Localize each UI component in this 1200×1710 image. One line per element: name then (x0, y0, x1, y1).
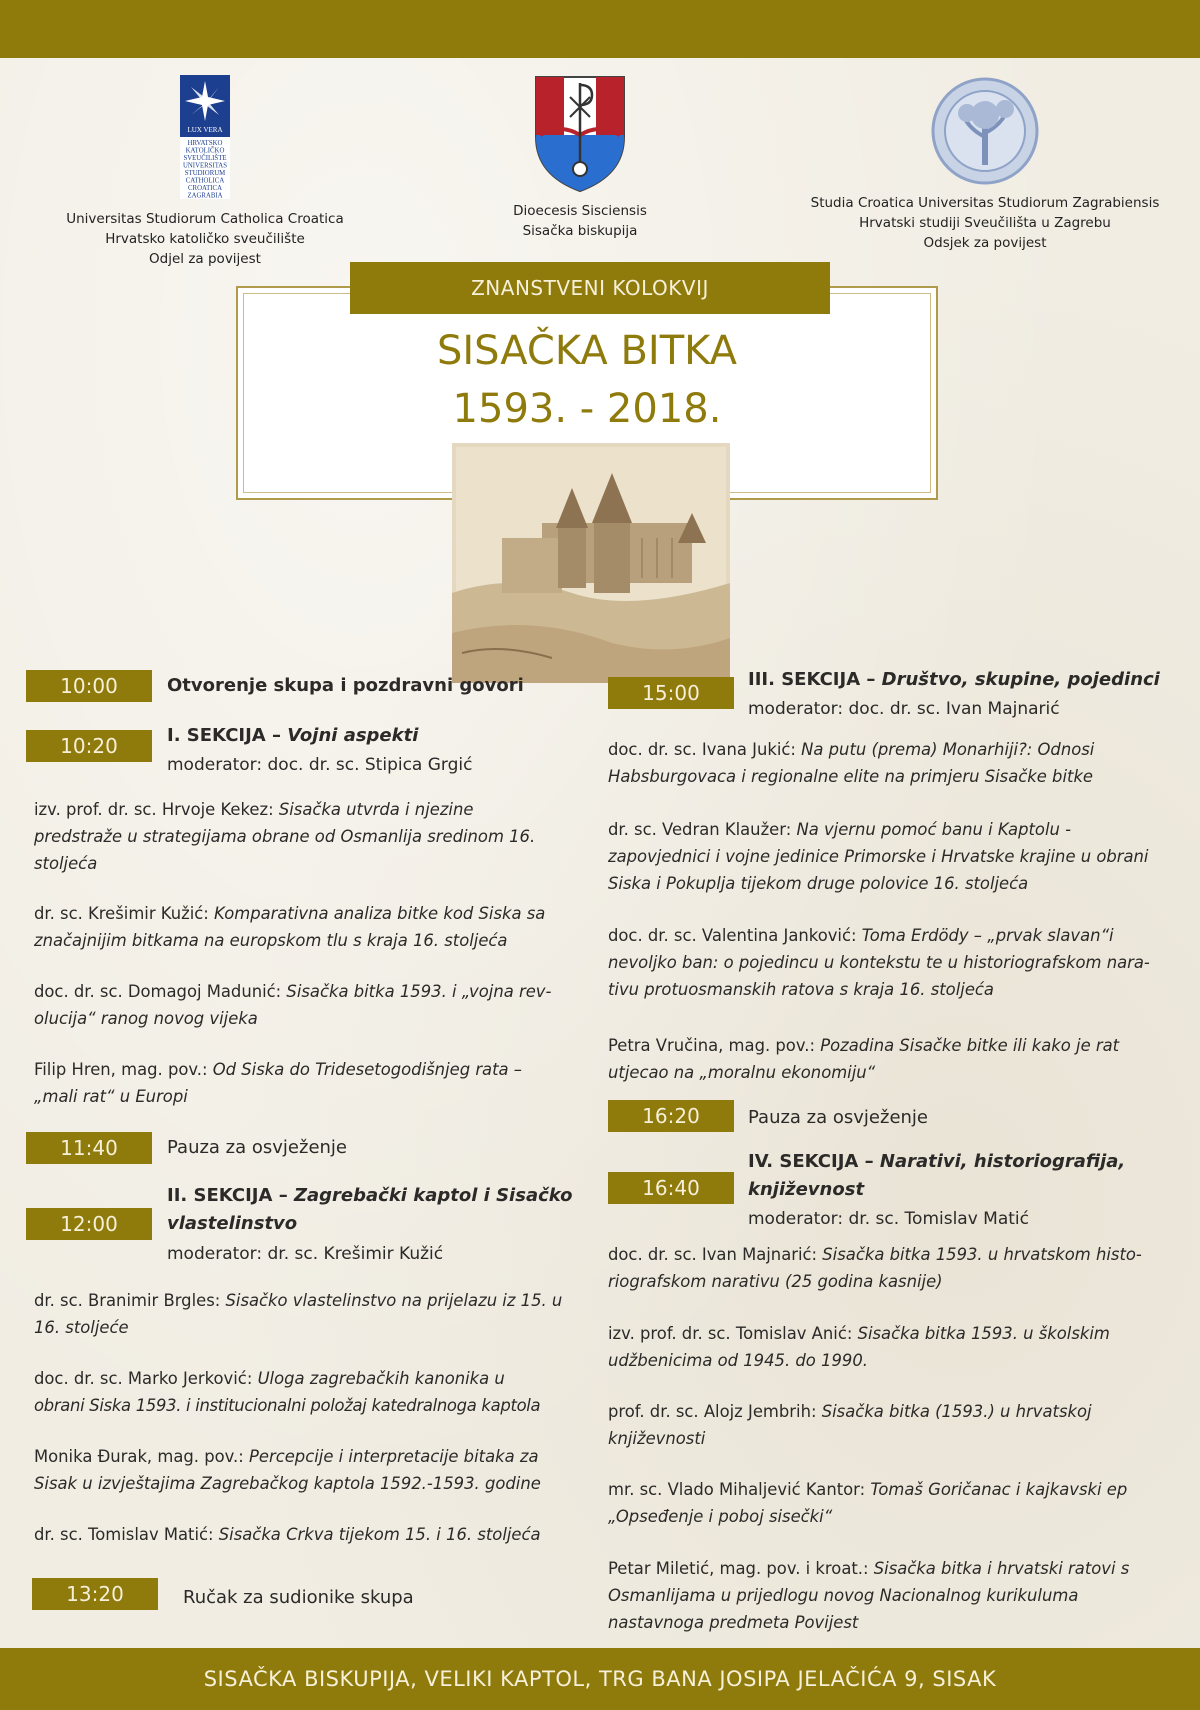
talk-3-3 (608, 922, 1193, 1003)
talk-1-3 (34, 978, 604, 1032)
section-1-moderator: moderator: doc. dr. sc. Stipica Grgić (167, 755, 473, 775)
talk-4-1-line-2: riografskom narativu (25 godina kasnije) (608, 1272, 943, 1291)
talk-1-4-line-2: „mali rat“ u Europi (34, 1087, 188, 1106)
talk-4-3-line-2: književnosti (608, 1429, 706, 1448)
talk-1-3-line-2: olucija“ ranog novog vijeka (34, 1009, 258, 1028)
time-section-3: 15:00 (608, 677, 734, 709)
emblem-caption-5: CATHOLICA (185, 177, 225, 185)
section-3-title (748, 666, 1160, 694)
talk-4-5 (608, 1555, 1193, 1636)
footer-bar (0, 1648, 1200, 1710)
talk-2-2-line-1: Uloga zagrebačkih kanonika u (257, 1369, 505, 1388)
section-2-label: II. SEKCIJA – (167, 1185, 294, 1206)
talk-1-4 (34, 1056, 604, 1110)
section-3-moderator: moderator: doc. dr. sc. Ivan Majnarić (748, 699, 1060, 719)
logo-left (60, 75, 350, 269)
talk-1-3-author: doc. dr. sc. Domagoj Madunić: (34, 982, 287, 1001)
talk-3-1 (608, 736, 1193, 790)
talk-4-4 (608, 1476, 1193, 1530)
tree-seal-icon (929, 75, 1041, 187)
talk-2-3 (34, 1443, 609, 1497)
section-2-subtitle-2: vlastelinstvo (167, 1213, 298, 1234)
talk-4-2-line-1: Sisačka bitka 1593. u školskim (857, 1324, 1110, 1343)
lux-vera-star-icon (180, 75, 230, 199)
talk-4-5-line-1: Sisačka bitka i hrvatski ratovi s (873, 1559, 1130, 1578)
logo-right-line-1: Studia Croatica Universitas Studiorum Zagrabiensis (810, 195, 1160, 211)
section-2-subtitle: Zagrebački kaptol i Sisačko (293, 1185, 573, 1206)
logo-left-line-1: Universitas Studiorum Catholica Croatica (66, 211, 344, 227)
section-2-title (167, 1182, 607, 1238)
talk-4-4-author: mr. sc. Vlado Mihaljević Kantor: (608, 1480, 871, 1499)
talk-1-2-author: dr. sc. Krešimir Kužić: (34, 904, 215, 923)
lunch-text: Ručak za sudionike skupa (183, 1587, 414, 1608)
logo-left-line-2: Hrvatsko katoličko sveučilište (105, 231, 305, 247)
time-section-1: 10:20 (26, 730, 152, 762)
section-4-subtitle: Narativi, historiografija, (879, 1151, 1126, 1172)
emblem-caption-2: SVEUČILIŠTE (183, 155, 227, 162)
section-3-label: III. SEKCIJA – (748, 669, 882, 690)
talk-4-5-line-2: Osmanlijama u prijedlogu novog Nacionalnog kurikuluma (608, 1586, 1079, 1605)
talk-2-4 (34, 1521, 609, 1548)
time-break-2: 16:20 (608, 1100, 734, 1132)
emblem-caption-7: ZAGRABIA (187, 192, 223, 199)
footer-address: SISAČKA BISKUPIJA, VELIKI KAPTOL, TRG BANA JOSIPA JELAČIĆA 9, SISAK (203, 1667, 997, 1691)
top-bar (0, 0, 1200, 58)
talk-2-3-line-2: Sisak u izvještajima Zagrebačkog kaptola 1592.-1593. godine (34, 1474, 541, 1493)
break-2-text: Pauza za osvježenje (748, 1107, 929, 1128)
break-1-text: Pauza za osvježenje (167, 1137, 348, 1158)
talk-4-4-line-2: „Opseđenje i poboj sisečki“ (608, 1507, 833, 1526)
talk-4-5-author: Petar Miletić, mag. pov. i kroat.: (608, 1559, 874, 1578)
talk-1-1-line-2: predstraže u strategijama obrane od Osmanlija sredinom 16. (34, 827, 536, 846)
talk-4-3-line-1: Sisačka bitka (1593.) u hrvatskoj (821, 1402, 1092, 1421)
emblem-caption-1: KATOLIČKO (185, 147, 225, 155)
talk-3-4-line-1: Pozadina Sisačke bitke ili kako je rat (820, 1036, 1120, 1055)
event-type-label: ZNANSTVENI KOLOKVIJ (350, 262, 830, 314)
section-4-moderator: moderator: dr. sc. Tomislav Matić (748, 1209, 1030, 1229)
logo-right (795, 75, 1175, 253)
talk-1-4-line-1: Od Siska do Tridesetogodišnjeg rata – (212, 1060, 522, 1079)
talk-2-4-author: dr. sc. Tomislav Matić: (34, 1525, 219, 1544)
talk-1-2 (34, 900, 604, 954)
talk-4-2-line-2: udžbenicima od 1945. do 1990. (608, 1351, 868, 1370)
talk-1-4-author: Filip Hren, mag. pov.: (34, 1060, 213, 1079)
section-1-subtitle: Vojni aspekti (287, 725, 419, 746)
talk-1-3-line-1: Sisačka bitka 1593. i „vojna rev- (286, 982, 552, 1001)
talk-3-3-author: doc. dr. sc. Valentina Janković: (608, 926, 862, 945)
talk-1-1-line-1: Sisačka utvrda i njezine (278, 800, 474, 819)
talk-1-2-line-2: značajnijim bitkama na europskom tlu s kraja 16. stoljeća (34, 931, 508, 950)
talk-2-2-author: doc. dr. sc. Marko Jerković: (34, 1369, 258, 1388)
time-lunch: 13:20 (32, 1578, 158, 1610)
talk-3-1-line-2: Habsburgovaca i regionalne elite na primjeru Sisačke bitke (608, 767, 1094, 786)
section-3-subtitle: Društvo, skupine, pojedinci (881, 669, 1160, 690)
talk-4-3-author: prof. dr. sc. Alojz Jembrih: (608, 1402, 822, 1421)
talk-2-3-line-1: Percepcije i interpretacije bitaka za (249, 1447, 539, 1466)
logo-left-line-3: Odjel za povijest (149, 251, 261, 267)
emblem-caption-4: STUDIORUM (184, 170, 226, 177)
talk-3-4 (608, 1032, 1193, 1086)
talk-4-1 (608, 1241, 1193, 1295)
talk-1-1 (34, 796, 604, 877)
talk-3-1-line-1: Na putu (prema) Monarhiji?: Odnosi (801, 740, 1095, 759)
logo-center-line-2: Sisačka biskupija (522, 223, 638, 239)
talk-2-1-line-2: 16. stoljeće (34, 1318, 129, 1337)
talk-2-4-line-1: Sisačka Crkva tijekom 15. i 16. stoljeća (218, 1525, 541, 1544)
talk-2-2-line-2: obrani Siska 1593. i institucionalni položaj katedralnoga kaptola (34, 1396, 541, 1415)
time-section-4: 16:40 (608, 1172, 734, 1204)
castle-drawing-icon (452, 443, 730, 683)
talk-2-1-author: dr. sc. Branimir Brgles: (34, 1291, 226, 1310)
emblem-caption-0: HRVATSKO (187, 140, 223, 147)
talk-2-1 (34, 1287, 604, 1341)
talk-2-3-author: Monika Đurak, mag. pov.: (34, 1447, 249, 1466)
talk-3-2-line-2: zapovjednici i vojne jedinice Primorske i Hrvatske krajine u obrani (608, 847, 1149, 866)
talk-4-2 (608, 1320, 1193, 1374)
emblem-caption-6: CROATICA (188, 185, 222, 192)
section-2-moderator: moderator: dr. sc. Krešimir Kužić (167, 1244, 444, 1264)
emblem-text: LUX VERA (187, 126, 223, 134)
event-title: SISAČKA BITKA (436, 328, 738, 374)
talk-3-3-line-2: nevoljko ban: o pojedincu u kontekstu te u historiografskom nara- (608, 953, 1150, 972)
talk-3-3-line-3: tivu protuosmanskih ratova s kraja 16. stoljeća (608, 980, 994, 999)
talk-3-2-author: dr. sc. Vedran Klaužer: (608, 820, 797, 839)
logo-right-line-3: Odsjek za povijest (923, 235, 1047, 251)
section-4-subtitle-2: književnost (748, 1179, 865, 1200)
emblem-caption-3: UNIVERSITAS (182, 162, 228, 170)
section-4-title (748, 1148, 1188, 1204)
talk-3-2-line-3: Siska i Pokuplja tijekom druge polovice 16. stoljeća (608, 874, 1029, 893)
talk-3-4-line-2: utjecao na „moralnu ekonomiju“ (608, 1063, 876, 1082)
diocese-coat-of-arms-icon (534, 75, 626, 193)
talk-3-2-line-1: Na vjernu pomoć banu i Kaptolu - (796, 820, 1072, 839)
talk-4-1-author: doc. dr. sc. Ivan Majnarić: (608, 1245, 823, 1264)
talk-3-2 (608, 816, 1193, 897)
talk-3-1-author: doc. dr. sc. Ivana Jukić: (608, 740, 802, 759)
talk-2-2 (34, 1365, 609, 1419)
talk-1-1-line-3: stoljeća (34, 854, 98, 873)
opening-text: Otvorenje skupa i pozdravni govori (167, 675, 524, 696)
logo-right-line-2: Hrvatski studiji Sveučilišta u Zagrebu (859, 215, 1111, 231)
time-opening: 10:00 (26, 670, 152, 702)
logo-center (480, 75, 680, 241)
talk-2-1-line-1: Sisačko vlastelinstvo na prijelazu iz 15. u (225, 1291, 563, 1310)
talk-4-5-line-3: nastavnoga predmeta Povijest (608, 1613, 859, 1632)
section-1-title (167, 722, 418, 750)
talk-1-2-line-1: Komparativna analiza bitke kod Siska sa (214, 904, 546, 923)
time-break-1: 11:40 (26, 1132, 152, 1164)
time-section-2: 12:00 (26, 1208, 152, 1240)
talk-4-3 (608, 1398, 1193, 1452)
talk-4-2-author: izv. prof. dr. sc. Tomislav Anić: (608, 1324, 858, 1343)
section-1-label: I. SEKCIJA – (167, 725, 288, 746)
talk-3-4-author: Petra Vručina, mag. pov.: (608, 1036, 821, 1055)
talk-3-3-line-1: Toma Erdödy – „prvak slavan“i (861, 926, 1114, 945)
event-years: 1593. - 2018. (452, 386, 722, 432)
talk-1-1-author: izv. prof. dr. sc. Hrvoje Kekez: (34, 800, 279, 819)
talk-4-4-line-1: Tomaš Goričanac i kajkavski ep (870, 1480, 1128, 1499)
section-4-label: IV. SEKCIJA – (748, 1151, 880, 1172)
talk-4-1-line-1: Sisačka bitka 1593. u hrvatskom histo- (822, 1245, 1142, 1264)
logo-center-line-1: Dioecesis Sisciensis (513, 203, 647, 219)
